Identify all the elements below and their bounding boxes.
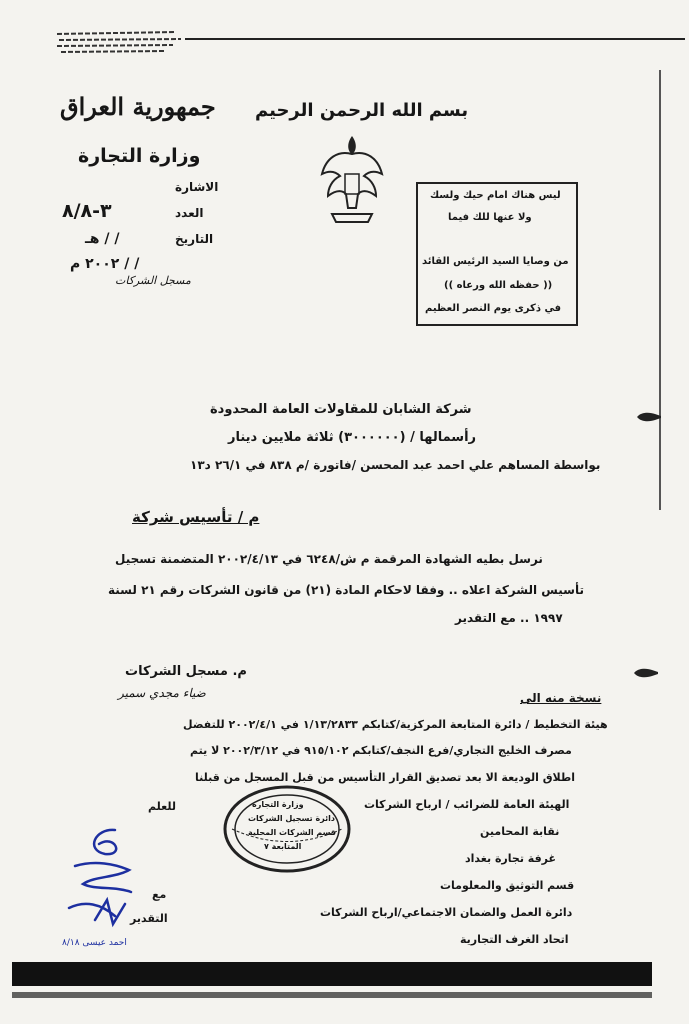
- date-label: التاريخ: [175, 232, 214, 246]
- company-via: بواسطة المساهم علي احمد عبد المحسن /فاتورة /م ٨٣٨ في ٢٦/١ د١٣: [190, 458, 601, 472]
- stamp-line-3: قسم الشركات المحلية: [248, 828, 337, 837]
- copy-to-line-3: اطلاق الوديعة الا بعد تصديق القرار التأسيس من قبل المسجل من قبلنا: [195, 771, 576, 784]
- slogan-line-3: من وصايا السيد الرئيس القائد: [422, 256, 569, 267]
- margin-note-appreciation: التقدير: [130, 912, 168, 925]
- pointing-hand-icon: [635, 410, 663, 424]
- copy-to-line-4: الهيئة العامة للضرائب / ارباح الشركات: [364, 798, 570, 811]
- stamp-line-1: وزارة التجارة: [252, 800, 304, 809]
- date-hijri: / / هـ: [85, 231, 120, 247]
- ministry-name: وزارة التجارة: [78, 145, 201, 167]
- copy-to-line-1: هيئة التخطيط / دائرة المتابعة المركزية/كتابكم ١/١٣/٢٨٣٣ في ٢٠٠٢/٤/١ للتفضل: [183, 718, 608, 731]
- handwritten-signature-text: احمد عيسى ٨/١٨: [62, 938, 127, 948]
- stamp-line-4: المتابعة ٧: [264, 842, 302, 851]
- top-rule: [185, 38, 685, 40]
- pointing-hand-icon-2: [632, 666, 660, 680]
- copy-to-line-6: غرفة تجارة بغداد: [465, 852, 557, 865]
- copy-to-line-2: مصرف الخليج التجاري/فرع النجف/كتابكم ٩١٥/١٠٢ في ٢٠٠٢/٣/١٢ لا يتم: [190, 744, 572, 757]
- copy-to-line-9: اتحاد الغرف التجارية: [460, 933, 569, 946]
- slogan-line-5: في ذكرى يوم النصر العظيم: [425, 303, 562, 314]
- signoff-name: ضياء مجدي سمير: [118, 686, 206, 700]
- copy-to-label: نسخة منه الى: [520, 691, 602, 705]
- signoff-title: م. مسجل الشركات: [125, 664, 247, 679]
- bottom-bar-shadow: [12, 992, 652, 998]
- body-line-1: نرسل بطيه الشهادة المرقمة م ش/٦٢٤٨ في ٢٠٠٢/٤/١٣ المتضمنة تسجيل: [115, 552, 543, 566]
- copy-to-line-7: قسم التوثيق والمعلومات: [440, 879, 575, 892]
- registrar-handwritten-note: مسجل الشركات: [115, 274, 191, 287]
- number-value: ٣-٨/٨: [62, 200, 112, 222]
- stamp-line-2: دائرة تسجيل الشركات: [248, 814, 335, 823]
- body-line-2: تأسيس الشركة اعلاه .. وفقا لاحكام المادة (٢١) من قانون الشركات رقم ٢١ لسنة: [108, 583, 584, 597]
- bottom-bar: [12, 962, 652, 986]
- body-line-3: ١٩٩٧ .. مع التقدير: [455, 611, 563, 625]
- copy-to-line-8: دائرة العمل والضمان الاجتماعي/ارباح الشركات: [320, 906, 573, 919]
- margin-note-for-info: للعلم: [148, 800, 176, 813]
- copy-to-line-5: نقابة المحامين: [480, 825, 560, 838]
- company-capital: رأسمالها / (٣٠٠٠٠٠٠) ثلاثة ملايين دينار: [228, 430, 477, 445]
- date-gregorian: / / ٢٠٠٢ م: [70, 256, 140, 272]
- subject-line: م / تأسيس شركة: [132, 508, 260, 526]
- right-margin-line: [659, 70, 661, 510]
- margin-note-with: مع: [152, 888, 167, 901]
- eagle-emblem-icon: [318, 130, 386, 230]
- basmala: بسم الله الرحمن الرحيم: [255, 100, 469, 121]
- country-name: جمهورية العراق: [60, 92, 216, 121]
- slogan-line-4: (( حفظه الله ورعاه )): [444, 280, 553, 291]
- handwritten-signature-icon: [55, 820, 145, 940]
- slogan-line-1: ليس هناك امام حيك ولسك: [430, 190, 561, 201]
- company-name: شركة الشابان للمقاولات العامة المحدودة: [210, 402, 472, 417]
- slogan-line-2: ولا عنها للك فيما: [448, 212, 532, 223]
- top-scribble-marks: [55, 28, 185, 56]
- number-label: العدد: [175, 206, 204, 220]
- ishara-label: الاشارة: [175, 180, 219, 194]
